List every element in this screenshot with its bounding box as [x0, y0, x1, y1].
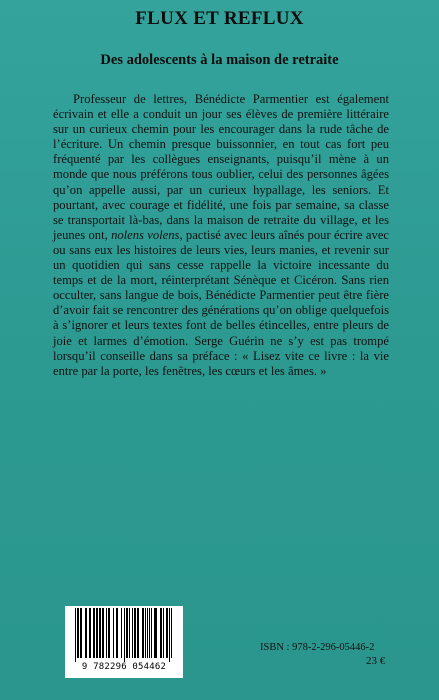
book-title: FLUX ET REFLUX — [135, 8, 304, 29]
blurb-part-2: , pactisé avec leurs aînés pour écrire avec ou sans eux les histoires de leurs vies, leurs manies, et revenir sur un quotidien qui sans cesse rappelle la victoire incessante du temps et de la mort, réinterprétant Sénèque et Cicéron. Sans rien occulter, sans langue de bois, Bénédicte Parmentier peut être fière d’avoir fait se rencontrer des générations qu’on oblige quelquefois à s’ignorer et leurs textes font de belles étincelles, entre pleurs de joie et larmes d’émotion. Serge Guérin ne s’y est pas trompé lorsqu’il conseille dans sa préface : « Lisez vite ce livre : la vie entre par la porte, les fenêtres, les cœurs et les âmes. » — [53, 227, 389, 378]
barcode-bar — [129, 608, 130, 658]
barcode-bar — [75, 608, 76, 662]
barcode-bar — [134, 608, 136, 658]
barcode-bar — [113, 608, 114, 658]
barcode-bar — [102, 608, 104, 658]
barcode-bar — [171, 608, 172, 658]
barcode-bar — [96, 608, 98, 658]
barcode-bar — [80, 608, 82, 658]
barcode-bar — [77, 608, 79, 658]
blurb-text — [53, 92, 389, 379]
barcode-bar — [124, 608, 125, 662]
barcode-bar — [149, 608, 150, 658]
barcode-bar — [116, 608, 118, 658]
barcode-digits: 9 782296 054462 — [81, 662, 167, 672]
barcode-bar — [151, 608, 152, 658]
barcode-bar — [166, 608, 168, 658]
blurb-italic-phrase: nolens volens — [111, 227, 180, 242]
barcode-bar — [163, 608, 164, 658]
barcode-bar — [145, 608, 146, 658]
price-text: 23 € — [366, 655, 386, 667]
barcode-bar — [137, 608, 139, 658]
isbn-text: ISBN : 978-2-296-05446-2 — [260, 642, 375, 653]
barcode-bar — [126, 608, 128, 658]
barcode-bar — [89, 608, 91, 658]
barcode-bar — [169, 608, 170, 662]
barcode-bar — [147, 608, 148, 658]
barcode-bar — [93, 608, 95, 658]
barcode — [65, 606, 183, 678]
barcode-bars — [73, 608, 175, 662]
book-subtitle: Des adolescents à la maison de retraite — [100, 52, 339, 68]
barcode-bar — [160, 608, 162, 658]
blurb-part-1: Professeur de lettres, Bénédicte Parmentier est également écrivain et elle a conduit un jour ses élèves de première littéraire sur un curieux chemin pour les encourager dans la rude tâche de l’écriture. Un chemin presque buissonnier, en tout cas fort peu fréquenté par les collègues enseignants, puisqu’il mène à un monde que nous préférons tous oublier, celui des personnes âgées qu’on appelle aussi, par un curieux hypallage, les seniors. Et pourtant, avec courage et fidélité, une fois par semaine, sa classe se transportait là-bas, dans la maison de retraite du village, et les jeunes ont, — [53, 92, 389, 242]
barcode-bar — [154, 608, 157, 658]
barcode-bar — [108, 608, 110, 658]
barcode-bar — [85, 608, 87, 658]
barcode-bar — [142, 608, 144, 658]
barcode-bar — [106, 608, 107, 658]
barcode-bar — [121, 608, 122, 658]
barcode-bar — [99, 608, 101, 658]
barcode-bar — [132, 608, 133, 658]
